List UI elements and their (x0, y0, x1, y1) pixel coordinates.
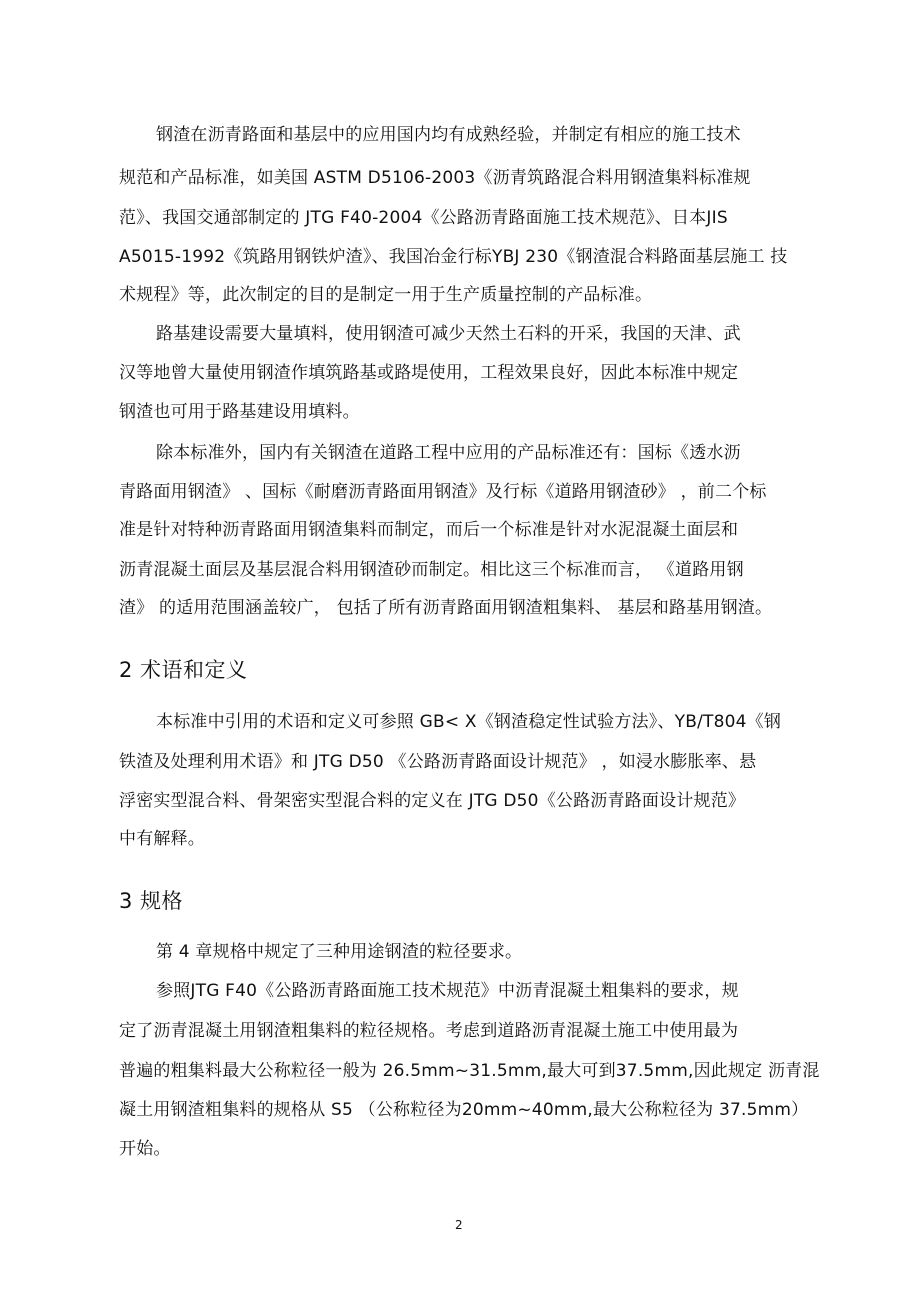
section-3-heading: 3 规格 (119, 889, 184, 913)
section-2-heading: 2 术语和定义 (119, 658, 248, 682)
paragraph-1-line-3: 范》、我国交通部制定的 JTG F40-2004《公路沥青路面施工技术规范》、日本JIS (119, 208, 728, 228)
section-3-paragraph-2-line-5: 开始。 (119, 1139, 171, 1159)
paragraph-3-line-2: 青路面用钢渣》 、国标《耐磨沥青路面用钢渣》及行标《道路用钢渣砂》 ，前二个标 (119, 482, 767, 502)
section-3-paragraph-2-line-4: 凝土用钢渣粗集料的规格从 S5 （公称粒径为20mm~40mm,最大公称粒径为 37.5mm） (119, 1100, 809, 1120)
section-2-paragraph-line-4: 中有解释。 (119, 829, 205, 849)
paragraph-3-line-5: 渣》 的适用范围涵盖较广， 包括了所有沥青路面用钢渣粗集料、 基层和路基用钢渣。 (119, 598, 773, 618)
section-3-paragraph-2-line-1: 参照JTG F40《公路沥青路面施工技术规范》中沥青混凝土粗集料的要求，规 (156, 981, 739, 1001)
section-2-paragraph-line-3: 浮密实型混合料、骨架密实型混合料的定义在 JTG D50《公路沥青路面设计规范》 (119, 791, 746, 811)
page-number: 2 (455, 1218, 463, 1232)
paragraph-1-line-4: A5015-1992《筑路用钢铁炉渣》、我国冶金行标YBJ 230《钢渣混合料路面基层施工 技 (119, 247, 788, 267)
paragraph-2-line-1: 路基建设需要大量填料，使用钢渣可减少天然土石料的开采，我国的天津、武 (156, 324, 741, 344)
paragraph-2-line-2: 汉等地曾大量使用钢渣作填筑路基或路堤使用，工程效果良好，因此本标准中规定 (119, 363, 739, 383)
section-3-paragraph-2-line-2: 定了沥青混凝土用钢渣粗集料的粒径规格。考虑到道路沥青混凝土施工中使用最为 (119, 1021, 739, 1041)
paragraph-1-line-2: 规范和产品标准，如美国 ASTM D5106-2003《沥青筑路混合料用钢渣集料标准规 (119, 168, 751, 188)
paragraph-3-line-1: 除本标准外，国内有关钢渣在道路工程中应用的产品标准还有：国标《透水沥 (156, 443, 741, 463)
section-3-paragraph-1-line-1: 第 4 章规格中规定了三种用途钢渣的粒径要求。 (156, 942, 523, 962)
section-2-paragraph-line-1: 本标准中引用的术语和定义可参照 GB< X《钢渣稳定性试验方法》、YB/T804《钢 (156, 712, 782, 732)
paragraph-2-line-3: 钢渣也可用于路基建设用填料。 (119, 402, 360, 422)
paragraph-3-line-4: 沥青混凝土面层及基层混合料用钢渣砂而制定。相比这三个标准而言， 《道路用钢 (119, 560, 744, 580)
section-2-paragraph-line-2: 铁渣及处理利用术语》和 JTG D50 《公路沥青路面设计规范》 ，如浸水膨胀率、悬 (119, 752, 757, 772)
paragraph-1-line-1: 钢渣在沥青路面和基层中的应用国内均有成熟经验，并制定有相应的施工技术 (156, 125, 741, 145)
section-3-paragraph-2-line-3: 普遍的粗集料最大公称粒径一般为 26.5mm~31.5mm,最大可到37.5mm,因此规定 沥青混 (119, 1061, 820, 1081)
paragraph-3-line-3: 准是针对特种沥青路面用钢渣集料而制定，而后一个标准是针对水泥混凝土面层和 (119, 520, 739, 540)
paragraph-1-line-5: 术规程》等，此次制定的目的是制定一用于生产质量控制的产品标准。 (119, 285, 653, 305)
